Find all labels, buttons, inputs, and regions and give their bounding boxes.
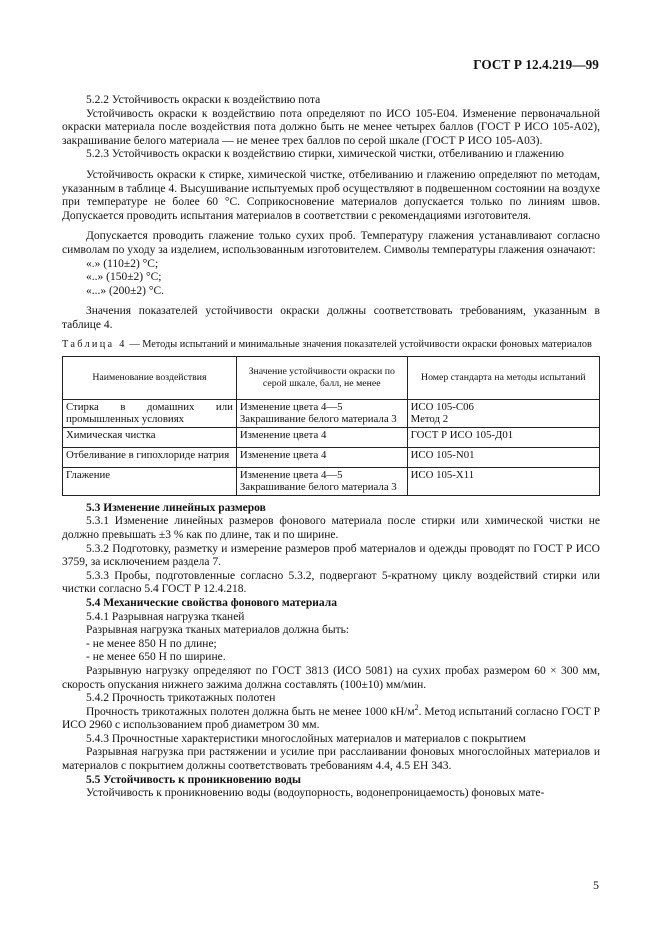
section-5-4-1-text-2: Разрывную нагрузку определяют по ГОСТ 3813 (ИСО 5081) на сухих пробах размером 60 × 300 мм, скорость опускания нижнего зажима должна составлять (100±10) мм/мин. — [62, 664, 600, 691]
section-5-2-2-text: Устойчивость окраски к воздействию пота определяют по ИСО 105-Е04. Изменение первоначальной окраски материала после воздействия пота должно быть не менее четырех баллов (ГОСТ Р ИСО 105-А02), закрашивание белого материала — не менее трех баллов по серой шкале (ГОСТ Р ИСО 105-А03). — [62, 107, 600, 147]
table-row — [63, 447, 600, 467]
table-4-caption-text: — Методы испытаний и минимальные значения показателей устойчивости окраски фоновых материалов — [126, 338, 592, 350]
table-cell: ИСО 105-X11 — [407, 467, 599, 495]
ironing-symbol-3: «...» (200±2) °С. — [86, 284, 164, 297]
table-cell: ГОСТ Р ИСО 105-Д01 — [407, 427, 599, 447]
section-5-4-2-text-a: Прочность трикотажных полотен должна быть не менее 1000 кН/м — [86, 705, 415, 718]
section-5-2-2-heading: 5.2.2 Устойчивость окраски к воздействию пота — [86, 94, 321, 106]
section-5-4-2-text — [62, 702, 600, 733]
table-row — [63, 399, 600, 427]
cell-line: Закрашивание белого материала 3 — [239, 413, 397, 426]
table-4 — [62, 356, 600, 496]
table-cell: Изменение цвета 4 — [236, 447, 407, 467]
table-header-cell: Значение устойчивости окраски по серой шкале, балл, не менее — [236, 356, 407, 399]
table-cell: Глажение — [63, 467, 237, 495]
table-cell: Стирка в домашних или промышленных условиях — [63, 399, 237, 427]
list-item: - не менее 850 Н по длине; — [86, 637, 217, 650]
table-cell: Химическая чистка — [63, 427, 237, 447]
section-5-4-3-heading: 5.4.3 Прочностные характеристики многослойных материалов и материалов с покрытием — [86, 732, 526, 745]
ironing-symbol-1: «.» (110±2) °С; — [86, 257, 159, 270]
section-5-3-3: 5.3.3 Пробы, подготовленные согласно 5.3.2, подвергают 5-кратному циклу воздействий стирки или чистки согласно 5.4 ГОСТ Р 12.4.218. — [62, 569, 600, 596]
table-cell: Отбеливание в гипохлориде натрия — [63, 447, 237, 467]
section-5-4-2-heading: 5.4.2 Прочность трикотажных полотен — [86, 692, 276, 705]
table-header-cell: Наименование воздействия — [63, 356, 237, 399]
page-body — [62, 94, 600, 801]
table-cell — [236, 467, 407, 495]
section-5-4-heading: 5.4 Механические свойства фонового материала — [86, 596, 337, 609]
section-5-2-3-text-1: Устойчивость окраски к стирке, химической чистке, отбеливанию и глажению определяют по методам, указанным в таблице 4. Высушивание испытуемых проб осуществляют в подвешенном состоянии на воздухе при температуре не более 60 °С. Соприкосновение материалов допускается только по линиям швов. Допускается проводить испытания материалов в соответствии с рекомендациями изготовителя. — [62, 168, 600, 222]
document-code: ГОСТ Р 12.4.219—99 — [473, 57, 599, 72]
table-row — [63, 467, 600, 495]
table-4-caption-label: Таблица 4 — [62, 338, 127, 350]
section-5-4-1-text: Разрывная нагрузка тканых материалов должна быть: — [86, 624, 350, 637]
table-row — [63, 427, 600, 447]
section-5-4-1-heading: 5.4.1 Разрывная нагрузка тканей — [86, 610, 245, 623]
table-cell — [236, 399, 407, 427]
section-5-5-text: Устойчивость к проникновению воды (водоупорность, водонепроницаемость) фоновых мате- — [86, 787, 545, 800]
page-number: 5 — [593, 878, 599, 892]
section-5-3-1: 5.3.1 Изменение линейных размеров фонового материала после стирки или химической чистки не должно превышать ±3 % как по длине, так и по ширине. — [62, 515, 600, 541]
section-5-4-2-text-b: . Метод испытаний согласно ГОСТ Р ИСО 2960 с использованием проб диаметром 30 мм. — [62, 705, 600, 732]
list-item: - не менее 650 Н по ширине. — [86, 651, 226, 664]
cell-line: Закрашивание белого материала 3 — [239, 481, 397, 494]
table-header-row — [63, 356, 600, 399]
ironing-symbol-2: «..» (150±2) °С; — [86, 271, 162, 284]
cell-line: ИСО 105-С06 — [410, 400, 474, 413]
section-5-3-2: 5.3.2 Подготовку, разметку и измерение размеров проб материалов и одежды проводят по ГОСТ Р ИСО 3759, за исключением раздела 7. — [62, 542, 600, 569]
superscript: 2 — [414, 702, 419, 712]
table-4-caption — [62, 339, 600, 351]
section-5-2-3-heading: 5.2.3 Устойчивость окраски к воздействию стирки, химической чистки, отбеливанию и глажению — [86, 148, 564, 161]
section-5-2-3-text-3: Значения показателей устойчивости окраски должны соответствовать требованиям, указанным в таблице 4. — [62, 305, 600, 331]
table-cell: ИСО 105-N01 — [407, 447, 599, 467]
table-cell — [407, 399, 599, 427]
section-5-3-heading: 5.3 Изменение линейных размеров — [86, 501, 266, 514]
section-5-5-heading: 5.5 Устойчивость к проникновению воды — [86, 773, 301, 786]
section-5-4-3-text: Разрывная нагрузка при растяжении и усилие при расслаивании фоновых многослойных материалов и материалов с покрытием должны соответствовать требованиям 4.4, 4.5 ЕН 343. — [62, 746, 600, 773]
cell-line: Изменение цвета 4—5 — [239, 468, 343, 481]
cell-line: Изменение цвета 4—5 — [239, 400, 343, 413]
table-header-cell: Номер стандарта на методы испытаний — [407, 356, 599, 399]
section-5-2-3-text-2: Допускается проводить глажение только сухих проб. Температуру глажения устанавливают согласно символам по уходу за изделием, использованным изготовителем. Символы температуры глажения означают: — [62, 230, 600, 256]
cell-line: Метод 2 — [410, 413, 449, 426]
table-cell: Изменение цвета 4 — [236, 427, 407, 447]
